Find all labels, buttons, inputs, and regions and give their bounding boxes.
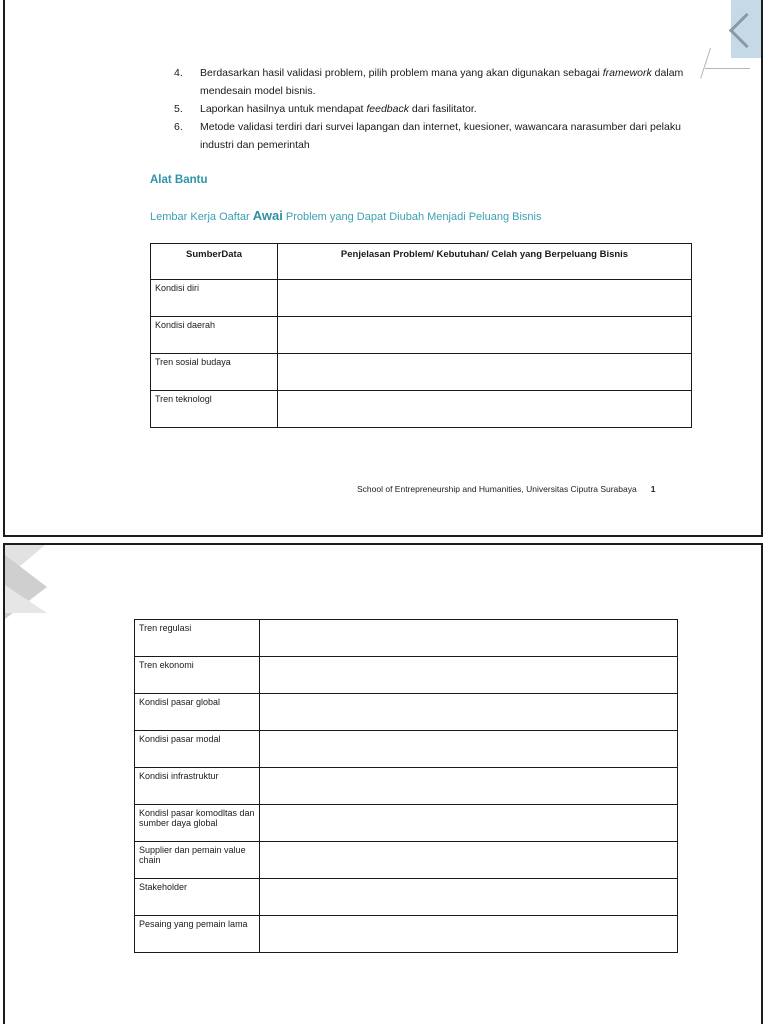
column-header: SumberData — [151, 244, 278, 280]
section-title: Alat Bantu — [150, 174, 208, 186]
worksheet-table-continued — [134, 619, 678, 953]
footer-text: School of Entrepreneurship and Humanities, Universitas Ciputra Surabaya — [357, 484, 637, 494]
answer-cell[interactable] — [260, 657, 678, 694]
row-label: Kondisi diri — [151, 280, 278, 317]
answer-cell[interactable] — [260, 620, 678, 657]
answer-cell[interactable] — [260, 805, 678, 842]
answer-cell[interactable] — [260, 879, 678, 916]
row-label: Tren sosial budaya — [151, 354, 278, 391]
list-text: dari fasilitator. — [409, 103, 477, 115]
answer-cell[interactable] — [278, 280, 692, 317]
row-label: Pesaing yang pemain lama — [135, 916, 260, 953]
table-row — [151, 317, 692, 354]
list-item — [150, 64, 695, 100]
list-emphasis: framework — [602, 67, 652, 79]
page-footer — [357, 484, 655, 494]
table-row — [151, 391, 692, 428]
answer-cell[interactable] — [260, 842, 678, 879]
table-row — [135, 731, 678, 768]
chevron-left-icon — [729, 13, 764, 48]
list-text: Metode validasi terdiri dari survei lapangan dan internet, kuesioner, wawancara narasumber dari pelaku industri dan pemerintah — [200, 121, 681, 151]
list-number: 4. — [174, 67, 183, 79]
row-label: Kondisi daerah — [151, 317, 278, 354]
instruction-list — [150, 64, 695, 154]
decorative-line — [705, 68, 750, 69]
list-item — [150, 100, 695, 118]
table-row — [135, 842, 678, 879]
list-emphasis: feedback — [366, 103, 409, 115]
table-row — [135, 768, 678, 805]
worksheet-title — [150, 208, 541, 223]
table-row — [135, 657, 678, 694]
page-corner-decoration — [731, 0, 761, 58]
table-row — [151, 354, 692, 391]
row-label: Kondisi pasar modal — [135, 731, 260, 768]
answer-cell[interactable] — [260, 694, 678, 731]
table-row — [135, 805, 678, 842]
worksheet-table — [150, 243, 692, 428]
list-number: 5. — [174, 103, 183, 115]
worksheet-title-text: Problem yang Dapat Diubah Menjadi Peluang Bisnis — [282, 211, 542, 223]
answer-cell[interactable] — [278, 317, 692, 354]
document-page-1 — [3, 0, 763, 537]
answer-cell[interactable] — [278, 391, 692, 428]
answer-cell[interactable] — [260, 768, 678, 805]
worksheet-title-emphasis: Awai — [252, 208, 283, 223]
row-label: Tren teknologl — [151, 391, 278, 428]
list-text: dalam mendesain model bisnis. — [200, 67, 684, 97]
row-label: Tren regulasi — [135, 620, 260, 657]
row-label: Kondisi infrastruktur — [135, 768, 260, 805]
table-row — [135, 916, 678, 953]
table-row — [135, 620, 678, 657]
answer-cell[interactable] — [260, 731, 678, 768]
row-label: Stakeholder — [135, 879, 260, 916]
table-header-row — [151, 244, 692, 280]
decorative-line — [700, 48, 711, 79]
list-item — [150, 118, 695, 154]
list-number: 6. — [174, 121, 183, 133]
row-label: Kondisl pasar global — [135, 694, 260, 731]
answer-cell[interactable] — [260, 916, 678, 953]
page-number: 1 — [650, 484, 656, 494]
row-label: Supplier dan pemain value chain — [135, 842, 260, 879]
answer-cell[interactable] — [278, 354, 692, 391]
row-label: Kondisl pasar komodltas dan sumber daya global — [135, 805, 260, 842]
table-row — [135, 879, 678, 916]
document-page-2 — [3, 543, 763, 1024]
worksheet-title-text: Lembar Kerja Oaftar — [150, 211, 253, 223]
column-header: Penjelasan Problem/ Kebutuhan/ Celah yang Berpeluang Bisnis — [278, 244, 692, 280]
page-corner-decoration — [5, 585, 47, 613]
row-label: Tren ekonomi — [135, 657, 260, 694]
list-text: Laporkan hasilnya untuk mendapat — [200, 103, 367, 115]
table-row — [135, 694, 678, 731]
list-text: Berdasarkan hasil validasi problem, pilih problem mana yang akan digunakan sebagai — [200, 67, 603, 79]
table-row — [151, 280, 692, 317]
